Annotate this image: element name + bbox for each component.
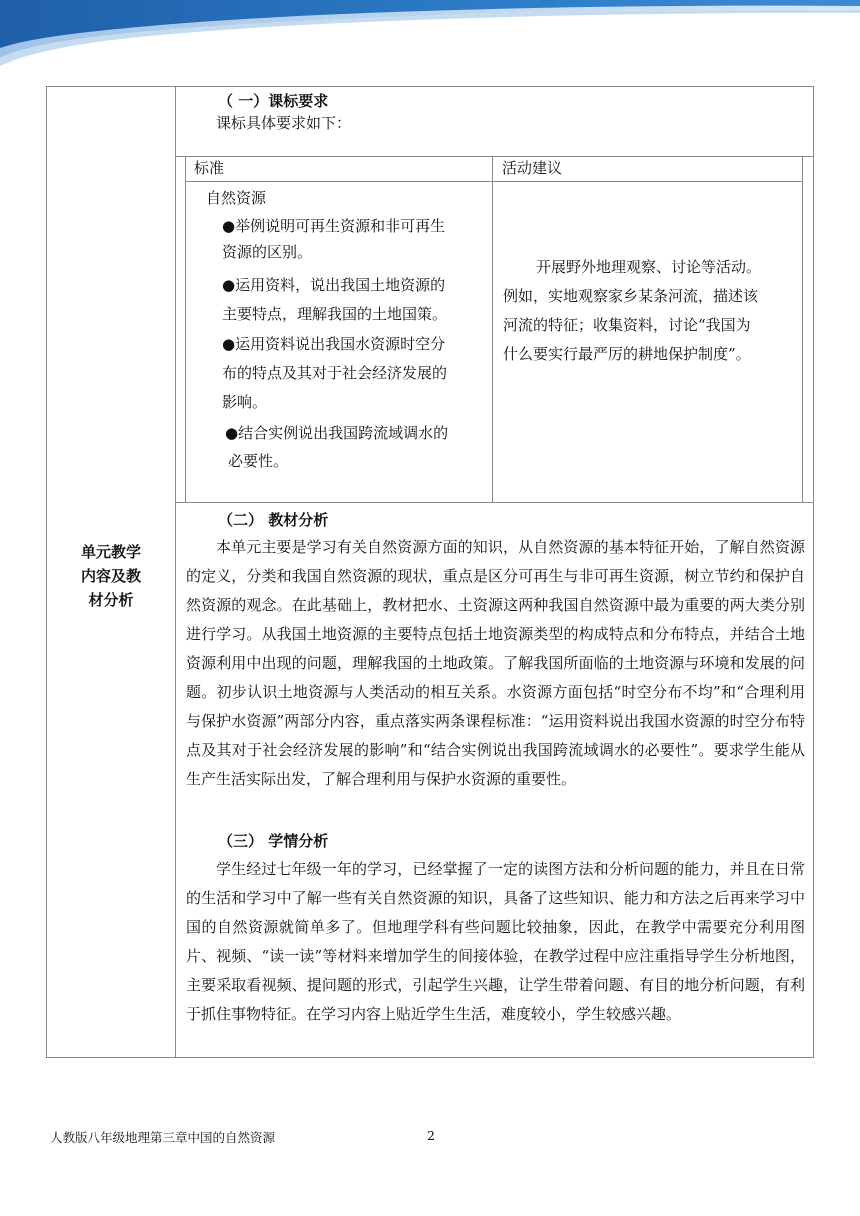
section3-heading: （三） 学情分析	[218, 832, 329, 850]
inner-table-right	[802, 156, 803, 502]
row-label-line: 材分析	[88, 591, 134, 609]
standard-title: 自然资源	[206, 189, 267, 207]
section1-intro: 课标具体要求如下：	[216, 114, 352, 132]
section1-heading: （ 一）课标要求	[218, 92, 329, 110]
activity-line: 例如，实地观察家乡某条河流，描述该	[503, 287, 759, 305]
standard-line: 必要性。	[228, 452, 289, 470]
inner-table-mid	[492, 156, 493, 502]
footer-text: 人教版八年级地理第三章中国的自然资源	[50, 1130, 276, 1145]
activity-line: 开展野外地理观察、讨论等活动。	[536, 258, 762, 276]
inner-table-top	[175, 156, 814, 157]
standard-line: 主要特点，理解我国的土地国策。	[222, 305, 448, 323]
row-label-line: 内容及教	[80, 567, 141, 585]
row-label	[46, 540, 176, 612]
page-number: 2	[427, 1128, 435, 1143]
table-header-standard: 标准	[194, 159, 225, 177]
standard-line: ●举例说明可再生资源和非可再生	[222, 217, 446, 235]
standard-line: ●运用资料，说出我国土地资源的	[222, 276, 446, 294]
section2-paragraph	[186, 533, 805, 794]
standard-line: ●结合实例说出我国跨流域调水的	[225, 424, 449, 442]
section3-text: 学生经过七年级一年的学习，已经掌握了一定的读图方法和分析问题的能力，并且在日常的生活和学习中了解一些有关自然资源的知识，具备了这些知识、能力和方法之后再来学习中国的自然资源就简单多了。但地理学科有些问题比较抽象，因此，在教学中需要充分利用图片、视频、“读一读”等材料来增加学生的间接体验，在教学过程中应注重指导学生分析地图，主要采取看视频、提问题的形式，引起学生兴趣，让学生带着问题、有目的地分析问题，有利于抓住事物特征。在学习内容上贴近学生生活，难度较小，学生较感兴趣。	[186, 860, 805, 1023]
section3-paragraph	[186, 855, 805, 1029]
activity-line: 河流的特征；收集资料，讨论“我国为	[503, 316, 751, 334]
standard-line: ●运用资料说出我国水资源时空分	[222, 335, 446, 353]
section2-heading: （二） 教材分析	[218, 511, 329, 529]
table-header-activity: 活动建议	[502, 159, 563, 177]
inner-table-header-line	[185, 181, 802, 182]
row-label-line: 单元教学	[80, 543, 141, 561]
section2-text: 本单元主要是学习有关自然资源方面的知识，从自然资源的基本特征开始，了解自然资源的定义，分类和我国自然资源的现状，重点是区分可再生与非可再生资源，树立节约和保护自然资源的观念。在此基础上，教材把水、土资源这两种我国自然资源中最为重要的两大类分别进行学习。从我国土地资源的主要特点包括土地资源类型的构成特点和分布特点，并结合土地资源利用中出现的问题，理解我国的土地政策。了解我国所面临的土地资源与环境和发展的问题。初步认识土地资源与人类活动的相互关系。水资源方面包括“时空分布不均”和“合理利用与保护水资源”两部分内容，重点落实两条课程标准：“运用资料说出我国水资源的时空分布特点及其对于社会经济发展的影响”和“结合实例说出我国跨流域调水的必要性”。要求学生能从生产生活实际出发，了解合理利用与保护水资源的重要性。	[186, 538, 805, 788]
inner-table-left	[185, 156, 186, 502]
standard-line: 资源的区别。	[222, 243, 313, 261]
activity-line: 什么要实行最严厉的耕地保护制度”。	[503, 345, 751, 363]
section-divider	[175, 502, 814, 503]
standard-line: 影响。	[222, 393, 268, 411]
standard-line: 布的特点及其对于社会经济发展的	[222, 364, 448, 382]
header-banner	[0, 0, 860, 80]
